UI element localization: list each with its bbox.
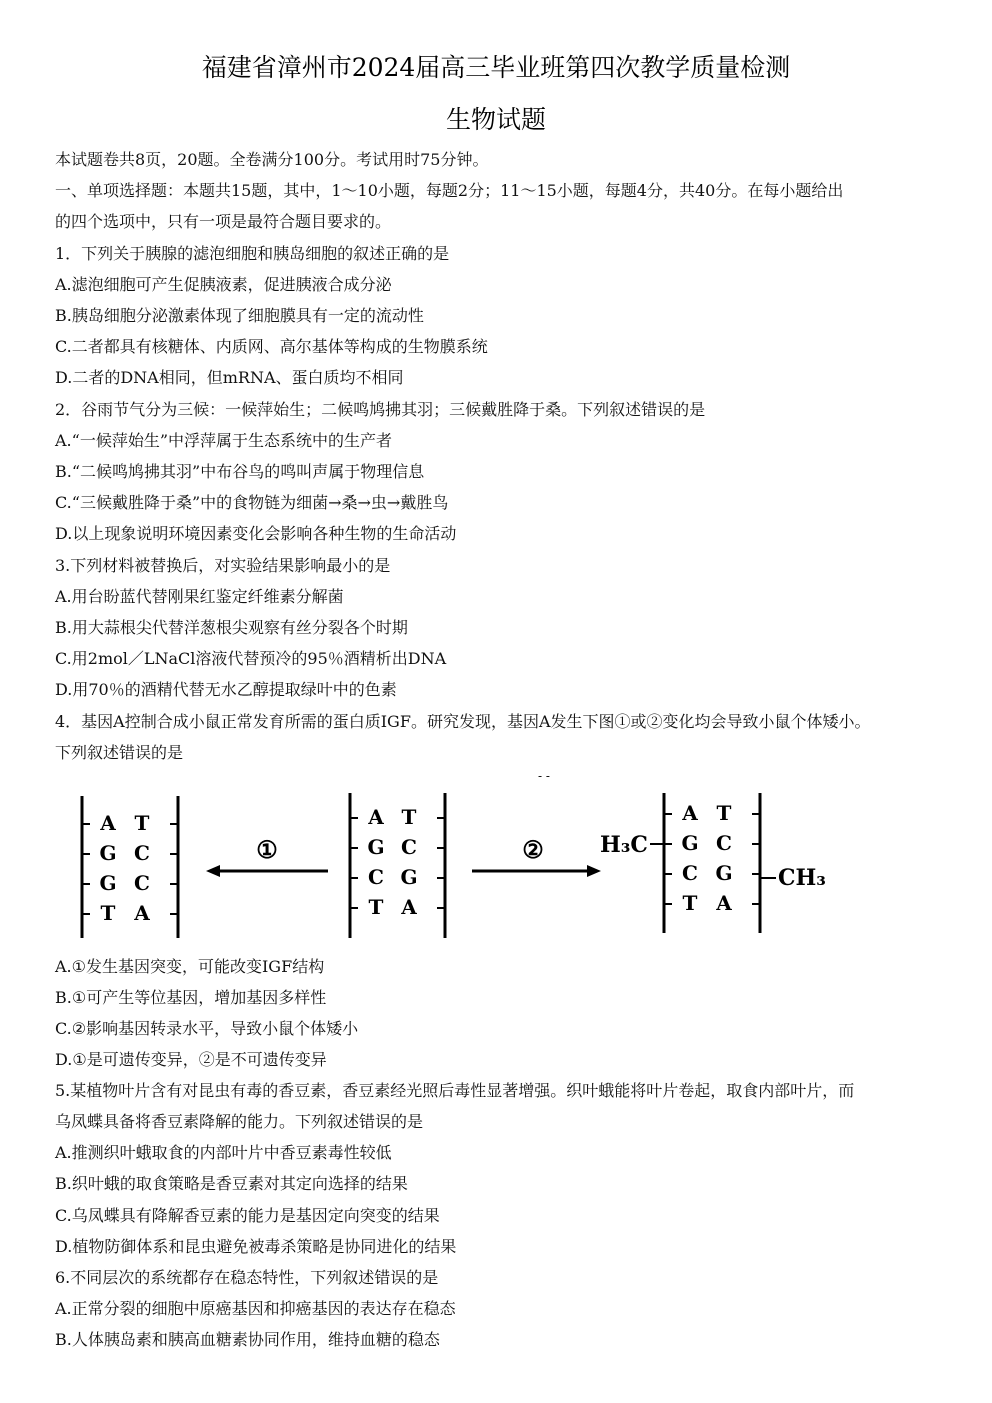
exam-intro: 本试题卷共8页，20题。全卷满分100分。考试用时75分钟。 (55, 150, 489, 169)
svg-text:- -: - - (538, 769, 550, 783)
arrow-methylation (472, 835, 601, 877)
dna-segment-mutated (82, 796, 178, 938)
arrow-label-2: ② (522, 835, 544, 864)
dna-base-left-1-0: G (99, 841, 117, 865)
q5-option-d: D.植物防御体系和昆虫避免被毒杀策略是协同进化的结果 (55, 1237, 457, 1256)
dna-base-right-0-0: A (682, 801, 698, 825)
dna-base-right-3-1: A (716, 891, 732, 915)
exam-title: 福建省漳州市2024届高三毕业班第四次教学质量检测 (201, 53, 791, 82)
dna-base-mid-1-0: G (367, 835, 385, 859)
q4-stem-line2: 下列叙述错误的是 (55, 743, 184, 762)
q5-option-a: A.推测织叶蛾取食的内部叶片中香豆素毒性较低 (55, 1143, 392, 1162)
dna-base-mid-2-0: C (368, 865, 384, 889)
q1-option-d: D.二者的DNA相同，但mRNA、蛋白质均不相同 (55, 368, 404, 387)
dna-methylation-diagram (60, 768, 860, 948)
dna-base-left-1-1: C (134, 841, 150, 865)
q5-option-b: B.织叶蛾的取食策略是香豆素对其定向选择的结果 (55, 1174, 408, 1193)
q4-option-d: D.①是可遗传变异，②是不可遗传变异 (55, 1050, 327, 1069)
dna-base-mid-2-1: G (400, 865, 418, 889)
dna-base-right-2-1: G (715, 861, 733, 885)
dna-base-mid-0-0: A (368, 805, 384, 829)
arrow-label-1: ① (256, 835, 278, 864)
exam-subtitle: 生物试题 (445, 105, 546, 134)
q3-option-b: B.用大蒜根尖代替洋葱根尖观察有丝分裂各个时期 (55, 618, 408, 637)
q5-stem-line2: 乌凤蝶具备将香豆素降解的能力。下列叙述错误的是 (55, 1112, 424, 1131)
dna-base-left-2-0: G (99, 871, 117, 895)
q6-option-b: B.人体胰岛素和胰高血糖素协同作用，维持血糖的稳态 (55, 1330, 440, 1349)
q3-option-d: D.用70％的酒精代替无水乙醇提取绿叶中的色素 (55, 680, 397, 699)
q1-option-c: C.二者都具有核糖体、内质网、高尔基体等构成的生物膜系统 (55, 337, 488, 356)
dna-base-right-3-0: T (682, 891, 698, 915)
dna-base-left-3-1: A (134, 901, 150, 925)
dna-base-right-2-0: C (682, 861, 698, 885)
dna-base-mid-3-0: T (368, 895, 384, 919)
dna-base-mid-0-1: T (401, 805, 417, 829)
q4-option-a: A.①发生基因突变，可能改变IGF结构 (55, 957, 325, 976)
dna-base-left-0-0: A (100, 811, 116, 835)
dna-base-left-2-1: C (134, 871, 150, 895)
dna-base-left-3-0: T (100, 901, 116, 925)
q3-option-c: C.用2mol／LNaCl溶液代替预冷的95％酒精析出DNA (55, 649, 447, 668)
section-instructions-line2: 的四个选项中，只有一项是最符合题目要求的。 (55, 212, 392, 231)
methyl-group-left: H₃C (600, 832, 648, 858)
q6-stem: 6.不同层次的系统都存在稳态特性，下列叙述错误的是 (55, 1268, 439, 1287)
q2-option-d: D.以上现象说明环境因素变化会影响各种生物的生命活动 (55, 524, 457, 543)
dna-base-mid-3-1: A (401, 895, 417, 919)
q1-option-b: B.胰岛细胞分泌激素体现了细胞膜具有一定的流动性 (55, 306, 424, 325)
section-instructions-line1: 一、单项选择题：本题共15题，其中，1～10小题，每题2分；11～15小题，每题4分，共40分。在每小题给出 (55, 181, 844, 200)
arrow-mutation (206, 835, 328, 877)
q5-stem-line1: 5.某植物叶片含有对昆虫有毒的香豆素，香豆素经光照后毒性显著增强。织叶蛾能将叶片卷起，取食内部叶片，而 (55, 1081, 855, 1100)
dna-base-left-0-1: T (134, 811, 150, 835)
q2-option-b: B.“二候鸣鸠拂其羽”中布谷鸟的鸣叫声属于物理信息 (55, 462, 425, 481)
q6-option-a: A.正常分裂的细胞中原癌基因和抑癌基因的表达存在稳态 (55, 1299, 456, 1318)
q4-option-c: C.②影响基因转录水平，导致小鼠个体矮小 (55, 1019, 359, 1038)
dna-base-right-0-1: T (716, 801, 732, 825)
methyl-group-right: CH₃ (778, 865, 826, 891)
q2-option-c: C.“三候戴胜降于桑”中的食物链为细菌→桑→虫→戴胜鸟 (55, 493, 449, 512)
dna-base-mid-1-1: C (401, 835, 417, 859)
q4-stem-line1: 4．基因A控制合成小鼠正常发育所需的蛋白质IGF。研究发现，基因A发生下图①或②变化均会导致小鼠个体矮小。 (55, 712, 871, 731)
dna-segment-methylated (600, 793, 826, 933)
q5-option-c: C.乌凤蝶具有降解香豆素的能力是基因定向突变的结果 (55, 1206, 440, 1225)
q1-option-a: A.滤泡细胞可产生促胰液素，促进胰液合成分泌 (55, 275, 392, 294)
dna-segment-original (350, 793, 445, 938)
q3-stem: 3.下列材料被替换后，对实验结果影响最小的是 (55, 556, 391, 575)
q2-stem: 2．谷雨节气分为三候：一候萍始生；二候鸣鸠拂其羽；三候戴胜降于桑。下列叙述错误的是 (55, 400, 706, 419)
dna-base-right-1-0: G (681, 831, 699, 855)
dna-base-right-1-1: C (716, 831, 732, 855)
q3-option-a: A.用台盼蓝代替刚果红鉴定纤维素分解菌 (55, 587, 344, 606)
q4-option-b: B.①可产生等位基因，增加基因多样性 (55, 988, 327, 1007)
q2-option-a: A.“一候萍始生”中浮萍属于生态系统中的生产者 (55, 431, 393, 450)
q1-stem: 1．下列关于胰腺的滤泡细胞和胰岛细胞的叙述正确的是 (55, 244, 450, 263)
